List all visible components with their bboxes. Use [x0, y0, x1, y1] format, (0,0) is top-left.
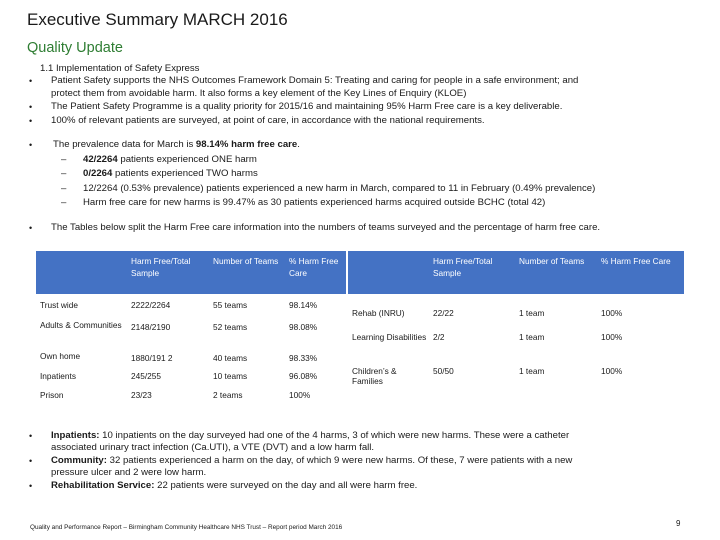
page-number: 9: [676, 519, 681, 528]
table-cell: 1 team: [515, 324, 597, 361]
table-cell: Trust wide: [36, 294, 127, 316]
table-header-row: [36, 251, 346, 294]
page-subtitle: Quality Update: [27, 40, 123, 56]
table-cell: 100%: [597, 324, 684, 361]
table-cell: 100%: [597, 361, 684, 401]
summary-line: associated urinary tract infection (Ca.UTI), a VTE (DVT) and a low harm fall.: [51, 442, 375, 453]
table-header-cell: [36, 251, 127, 294]
prevalence-item: 12/2264 (0.53% prevalence) patients experienced a new harm in March, compared to 11 in February (0.49% prevalence): [83, 183, 596, 194]
table-cell: Rehab (INRU): [348, 294, 429, 324]
bullet-icon: •: [29, 431, 33, 441]
prevalence-item: 42/2264 patients experienced ONE harm: [83, 154, 257, 165]
table-cell: Prison: [36, 383, 127, 401]
table-row: [36, 316, 346, 344]
table-cell: 100%: [597, 294, 684, 324]
tables-intro: The Tables below split the Harm Free care information into the numbers of teams surveyed and the percentage of harm free care.: [51, 222, 601, 233]
table-row: [348, 324, 684, 361]
table-header-row: [348, 251, 684, 294]
bullet-icon: •: [29, 76, 33, 86]
table-cell: 22/22: [429, 294, 515, 324]
harm-free-table-right: [348, 251, 684, 401]
dash-icon: –: [61, 168, 67, 179]
footer-text: Quality and Performance Report – Birmingham Community Healthcare NHS Trust – Report period March 2016: [30, 524, 343, 531]
table-cell: 1880/191 2: [127, 344, 209, 364]
table-cell: 98.14%: [285, 294, 346, 316]
table-row: [36, 344, 346, 364]
dash-icon: –: [61, 197, 67, 208]
prevalence-item: Harm free care for new harms is 99.47% as 30 patients experienced harms acquired outside BCHC (total 42): [83, 197, 546, 208]
table-header-cell: Harm Free/Total Sample: [127, 251, 209, 294]
table-cell: Children’s & Families: [348, 361, 429, 401]
table-cell: Learning Disabilities: [348, 324, 429, 361]
table-header-cell: Number of Teams: [209, 251, 285, 294]
bullet-line: The Patient Safety Programme is a quality priority for 2015/16 and maintaining 95% Harm Free care is a key deliverable.: [51, 100, 563, 112]
dash-icon: –: [61, 183, 67, 194]
summary-line: pressure ulcer and 2 were low harm.: [51, 467, 207, 478]
bullet-line: protect them from avoidable harm. It also forms a key element of the Key Lines of Enquiry (KLOE): [51, 87, 467, 99]
table-cell: Own home: [36, 344, 127, 364]
prevalence-intro: The prevalence data for March is 98.14% harm free care.: [53, 139, 300, 150]
table-header-cell: Number of Teams: [515, 251, 597, 294]
table-cell: 96.08%: [285, 364, 346, 383]
table-cell: 40 teams: [209, 344, 285, 364]
bullet-line: 100% of relevant patients are surveyed, at point of care, in accordance with the national requirements.: [51, 114, 485, 126]
table-cell: 2 teams: [209, 383, 285, 401]
table-row: [348, 361, 684, 401]
table-cell: 2148/2190: [127, 316, 209, 344]
table-cell: 2222/2264: [127, 294, 209, 316]
prevalence-item: 0/2264 patients experienced TWO harms: [83, 168, 258, 179]
summary-line: Inpatients: 10 inpatients on the day surveyed had one of the 4 harms, 3 of which were new harms. These were a catheter: [51, 430, 570, 441]
table-cell: 50/50: [429, 361, 515, 401]
table-cell: 23/23: [127, 383, 209, 401]
harm-free-table-left: [36, 251, 346, 401]
table-cell: 1 team: [515, 361, 597, 401]
table-cell: 98.33%: [285, 344, 346, 364]
bullet-icon: •: [29, 101, 33, 112]
bullet-icon: •: [29, 456, 33, 466]
table-cell: 245/255: [127, 364, 209, 383]
dash-icon: –: [61, 154, 67, 165]
page-title: Executive Summary MARCH 2016: [27, 10, 288, 29]
table-header-cell: Harm Free/Total Sample: [429, 251, 515, 294]
summary-line: Rehabilitation Service: 22 patients were surveyed on the day and all were harm free.: [51, 480, 418, 491]
table-cell: 2/2: [429, 324, 515, 361]
table-header-cell: [348, 251, 429, 294]
table-cell: 1 team: [515, 294, 597, 324]
table-cell: Adults & Communities: [36, 316, 127, 344]
table-cell: 10 teams: [209, 364, 285, 383]
table-header-cell: % Harm Free Care: [597, 251, 684, 294]
table-row: [36, 383, 346, 401]
bullet-icon: •: [29, 223, 33, 233]
table-cell: 98.08%: [285, 316, 346, 344]
section-heading: 1.1 Implementation of Safety Express: [40, 63, 200, 74]
bullet-line: Patient Safety supports the NHS Outcomes Framework Domain 5: Treating and caring for people in a safe environment; and: [51, 75, 579, 86]
table-row: [348, 294, 684, 324]
bullet-icon: •: [29, 140, 33, 150]
table-cell: 55 teams: [209, 294, 285, 316]
table-row: [36, 294, 346, 316]
bullet-icon: •: [29, 115, 33, 126]
bullet-icon: •: [29, 481, 33, 491]
table-header-cell: % Harm Free Care: [285, 251, 346, 294]
summary-line: Community: 32 patients experienced a harm on the day, of which 9 were new harms. Of these, 7 were patients with a new: [51, 455, 573, 466]
table-row: [36, 364, 346, 383]
table-cell: Inpatients: [36, 364, 127, 383]
table-cell: 52 teams: [209, 316, 285, 344]
table-cell: 100%: [285, 383, 346, 401]
